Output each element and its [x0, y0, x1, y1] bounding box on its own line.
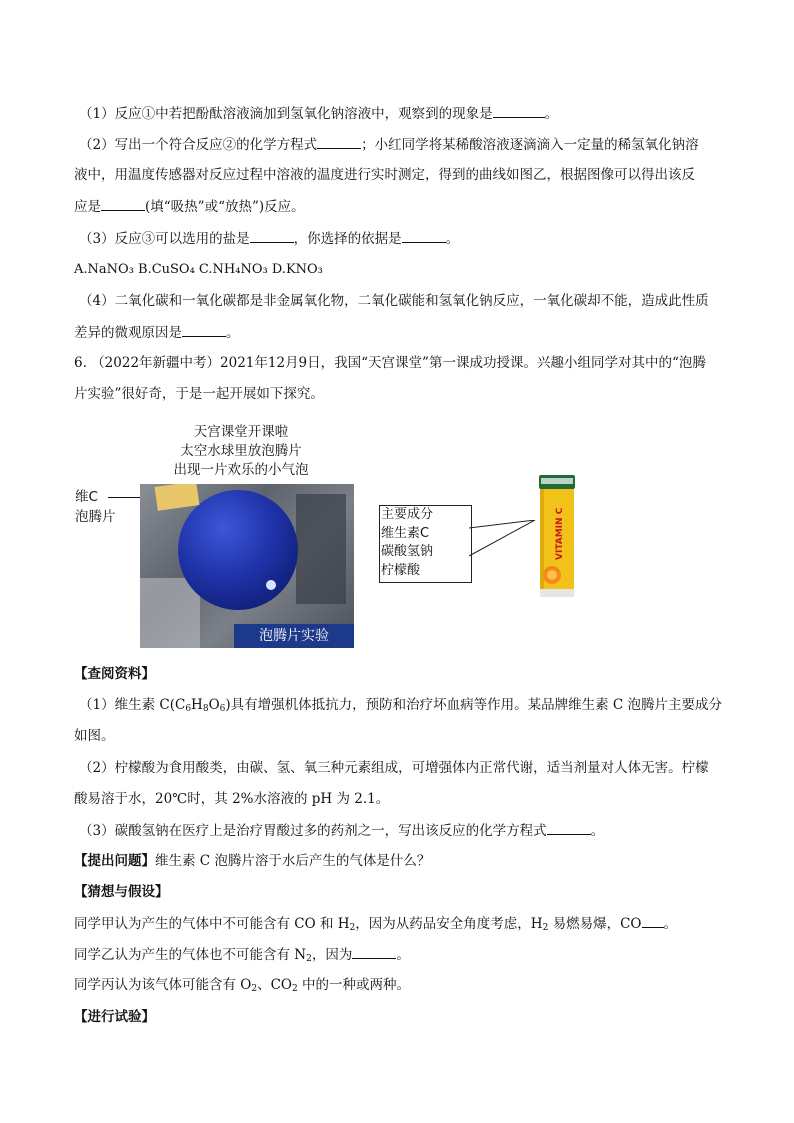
answer-blank[interactable]	[493, 104, 545, 118]
answer-blank[interactable]	[352, 945, 396, 959]
reference-1-line-1: （1）维生素 $C(C_6H_8O_6)$具有增强机体抵抗力，预防和治疗坏血病等作用。某品牌维生素 C 泡腾片主要成分	[79, 697, 723, 714]
section-title-experiment: 【进行试验】	[74, 1009, 155, 1025]
question-2-line-1: （2）写出一个符合反应②的化学方程式 ；小红同学将某稀酸溶液逐滴滴入一定量的稀氢氧化钠溶	[79, 137, 699, 153]
space-water-ball-photo	[140, 484, 354, 648]
question-4-line-1: （4）二氧化碳和一氧化碳都是非金属氧化物，二氧化碳能和氢氧化钠反应，一氧化碳却不能，造成此性质	[79, 293, 709, 309]
question-1: （1）反应①中若把酚酞溶液滴加到氢氧化钠溶液中，观察到的现象是 。	[79, 106, 559, 122]
answer-blank[interactable]	[250, 229, 294, 243]
answer-blank[interactable]	[547, 821, 591, 835]
reference-3: （3）碳酸氢钠在医疗上是治疗胃酸过多的药剂之一，写出该反应的化学方程式 。	[79, 823, 605, 839]
reference-2-line-2: 酸易溶于水，20℃时，其 2%水溶液的 pH 为 2.1。	[74, 791, 390, 807]
problem-6-line-1: 6. （2022年新疆中考）2021年12月9日，我国“天宫课堂”第一课成功授课。兴趣小组同学对其中的“泡腾	[74, 355, 706, 371]
answer-blank[interactable]	[182, 323, 226, 337]
photo-badge: 泡腾片实验	[234, 624, 354, 648]
question-section: 【提出问题】维生素 C 泡腾片溶于水后产生的气体是什么？	[74, 853, 431, 869]
answer-blank[interactable]	[402, 229, 446, 243]
question-4-line-2: 差异的微观原因是 。	[74, 325, 240, 341]
hypothesis-b: 同学乙认为产生的气体也不可能含有 $N_2$，因为 。	[74, 947, 410, 964]
reference-2-line-1: （2）柠檬酸为食用酸类，由碳、氢、氧三种元素组成，可增强体内正常代谢，适当剂量对人体无害。柠檬	[79, 760, 709, 776]
section-title-question: 【提出问题】	[74, 853, 155, 869]
question-2-line-3: 应是 (填“吸热”或“放热”)反应。	[74, 199, 305, 215]
section-title-hypothesis: 【猜想与假设】	[74, 884, 169, 900]
answer-blank[interactable]	[317, 135, 361, 149]
hypothesis-a: 同学甲认为产生的气体中不可能含有 CO 和 $H_2$，因为从药品安全角度考虑，$H_2$ 易燃易爆，CO 。	[74, 916, 677, 933]
figure-caption-1: 天宫课堂开课啦	[193, 424, 289, 440]
question-2-line-2: 液中，用温度传感器对反应过程中溶液的温度进行实时测定，得到的曲线如图乙，根据图像可以得出该反	[74, 167, 695, 183]
tablet-icon	[155, 484, 200, 511]
section-title-references: 【查阅资料】	[74, 666, 155, 682]
answer-blank[interactable]	[642, 914, 664, 928]
vitamin-c-tube-icon	[538, 475, 576, 597]
ingredients-box: 主要成分 维生素C 碳酸氢钠 柠檬酸	[379, 505, 472, 583]
problem-6-line-2: 片实验”很好奇，于是一起开展如下探究。	[74, 386, 324, 402]
reference-1-line-2: 如图。	[74, 728, 115, 744]
figure-caption-3: 出现一片欢乐的小气泡	[173, 462, 309, 478]
hypothesis-c: 同学丙认为该气体可能含有 $O_2$、$CO_2$ 中的一种或两种。	[74, 977, 411, 994]
callout-pointer	[469, 520, 541, 580]
answer-blank[interactable]	[101, 197, 145, 211]
question-3: （3）反应③可以选用的盐是 ，你选择的依据是 。	[79, 231, 460, 247]
question-3-options: A.NaNO₃ B.CuSO₄ C.NH₄NO₃ D.KNO₃	[74, 262, 323, 277]
tube-label-text: VITAMIN C	[555, 507, 565, 560]
vitamin-c-tablet-label: 维C 泡腾片	[75, 489, 116, 525]
water-ball	[178, 490, 298, 610]
figure-caption-2: 太空水球里放泡腾片	[180, 443, 302, 459]
